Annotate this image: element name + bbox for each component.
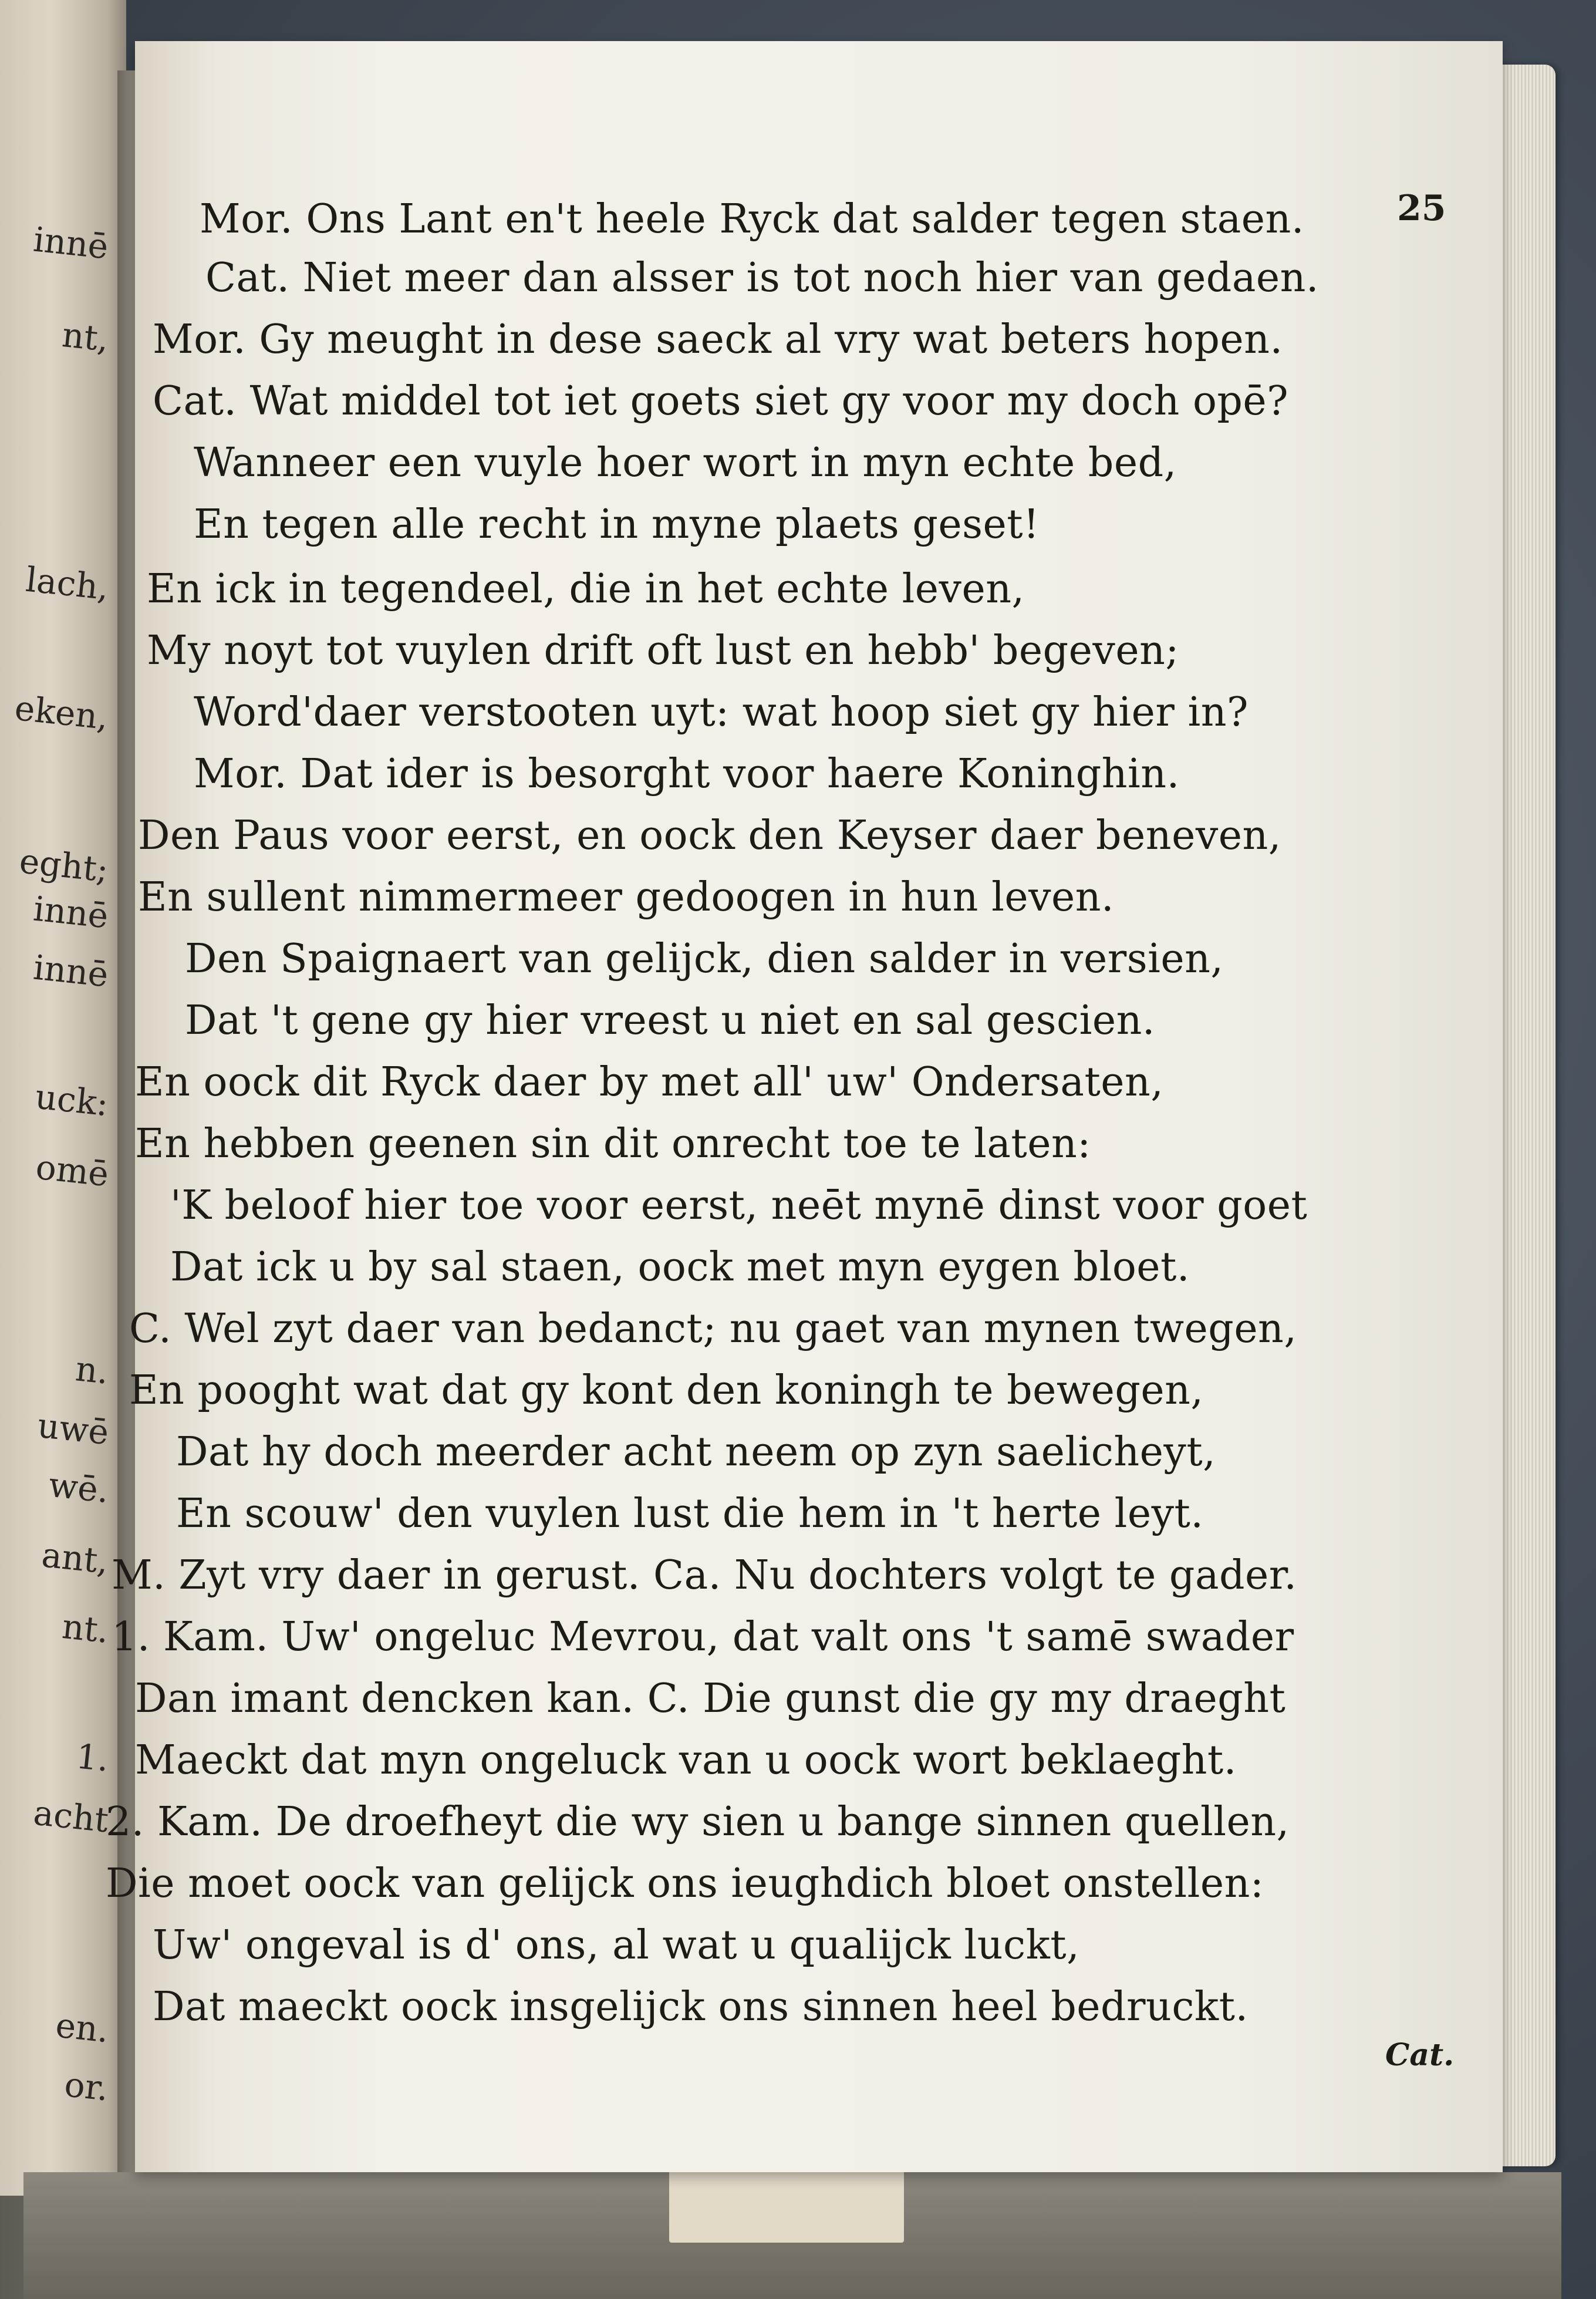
- left-page-fragment: innē: [32, 888, 111, 936]
- text-line: Die moet oock van gelijck ons ieughdich bloet onstellen:: [106, 1860, 1264, 1907]
- text-line: Mor. Dat ider is besorght voor haere Koninghin.: [194, 751, 1180, 797]
- text-line: M. Zyt vry daer in gerust. Ca. Nu dochters volgt te gader.: [112, 1552, 1297, 1599]
- catchword: Cat.: [1385, 2037, 1455, 2073]
- right-page: [106, 41, 1503, 2172]
- text-line: En pooght wat dat gy kont den koningh te bewegen,: [129, 1367, 1204, 1414]
- text-line: En oock dit Ryck daer by met all' uw' Ondersaten,: [135, 1059, 1164, 1105]
- left-page-fragment: or.: [62, 2064, 111, 2109]
- left-page-fragment: eght;: [18, 841, 111, 890]
- left-page-fragment: uck:: [33, 1076, 111, 1124]
- text-line: Maeckt dat myn ongeluck van u oock wort beklaeght.: [135, 1737, 1237, 1784]
- text-line: C. Wel zyt daer van bedanct; nu gaet van mynen twegen,: [129, 1306, 1297, 1352]
- page-text: [106, 41, 1503, 2172]
- paper-tab: [669, 2160, 904, 2243]
- left-page-fragment: nt.: [60, 1606, 111, 1651]
- left-page-fragment: lach,: [23, 559, 111, 608]
- text-line: Mor. Ons Lant en't heele Ryck dat salder tegen staen.: [200, 196, 1304, 242]
- left-page-fragment: eken,: [13, 687, 111, 738]
- text-line: Cat. Niet meer dan alsser is tot noch hier van gedaen.: [205, 255, 1320, 301]
- text-line: En scouw' den vuylen lust die hem in 't herte leyt.: [176, 1491, 1204, 1537]
- left-page-fragment: innē: [32, 947, 111, 995]
- text-line: Uw' ongeval is d' ons, al wat u qualijck luckt,: [153, 1922, 1080, 1968]
- text-line: En tegen alle recht in myne plaets geset!: [194, 501, 1040, 548]
- text-line: Wanneer een vuyle hoer wort in myn echte bed,: [194, 440, 1177, 486]
- left-page-fragment: ant,: [40, 1535, 111, 1582]
- text-line: Dat ick u by sal staen, oock met myn eygen bloet.: [170, 1244, 1190, 1290]
- text-line: 1. Kam. Uw' ongeluc Mevrou, dat valt ons 't samē swader: [112, 1614, 1294, 1660]
- text-line: My noyt tot vuylen drift oft lust en hebb' begeven;: [147, 628, 1179, 674]
- text-line: En sullent nimmermeer gedoogen in hun leven.: [138, 874, 1115, 921]
- text-line: 'K beloof hier toe voor eerst, neēt mynē dinst voor goet: [170, 1182, 1308, 1229]
- text-line: En ick in tegendeel, die in het echte leven,: [147, 566, 1025, 612]
- text-line: Dan imant dencken kan. C. Die gunst die gy my draeght: [135, 1676, 1286, 1722]
- left-page-fragment: nt,: [60, 315, 111, 359]
- left-page-fragment: omē: [33, 1147, 111, 1195]
- text-line: 2. Kam. De droefheyt die wy sien u bange sinnen quellen,: [106, 1799, 1290, 1845]
- text-line: Cat. Wat middel tot iet goets siet gy voor my doch opē?: [153, 378, 1289, 424]
- left-page-fragment: 1.: [74, 1736, 111, 1779]
- left-page-fragment: uwē: [35, 1405, 111, 1453]
- text-line: Den Paus voor eerst, en oock den Keyser daer beneven,: [138, 813, 1281, 859]
- text-line: Den Spaignaert van gelijck, dien salder in versien,: [185, 936, 1224, 982]
- left-page-fragment: acht: [32, 1792, 111, 1840]
- text-line: Mor. Gy meught in dese saeck al vry wat beters hopen.: [153, 316, 1283, 363]
- left-page-fragment: innē: [32, 219, 111, 267]
- left-page-fragment: n.: [73, 1349, 111, 1392]
- text-line: Dat hy doch meerder acht neem op zyn saelicheyt,: [176, 1429, 1216, 1475]
- left-page-fragment: wē.: [46, 1464, 111, 1511]
- text-line: Dat maeckt oock insgelijck ons sinnen heel bedruckt.: [153, 1984, 1249, 2030]
- page-number: 25: [1397, 188, 1446, 229]
- text-line: Dat 't gene gy hier vreest u niet en sal gescien.: [185, 997, 1156, 1044]
- text-line: En hebben geenen sin dit onrecht toe te laten:: [135, 1121, 1091, 1167]
- text-line: Word'daer verstooten uyt: wat hoop siet gy hier in?: [194, 689, 1249, 736]
- left-page-fragment: en.: [53, 2005, 111, 2051]
